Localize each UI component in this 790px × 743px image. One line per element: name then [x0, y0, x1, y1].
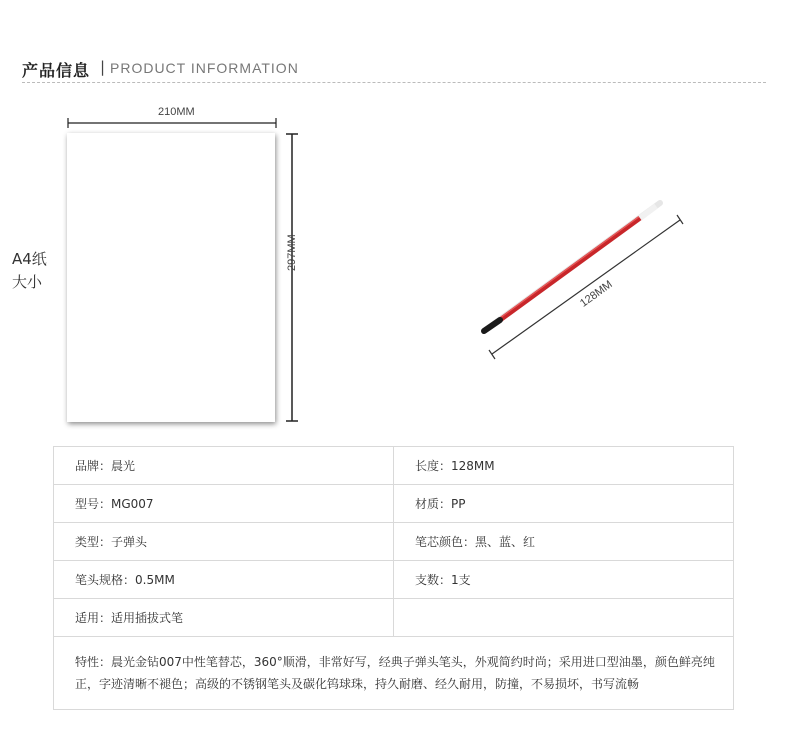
spec-brand: 品牌：晨光	[54, 447, 394, 485]
spec-table	[53, 446, 734, 710]
spec-count: 支数：1支	[393, 561, 733, 599]
a4-width-label: 210MM	[158, 106, 195, 118]
table-row	[54, 599, 734, 637]
table-row	[54, 485, 734, 523]
refill-length-label: 128MM	[578, 278, 615, 310]
table-row	[54, 523, 734, 561]
a4-width-dimension	[68, 118, 276, 128]
section-title-cn: 产品信息	[22, 61, 91, 80]
pen-refill-illustration	[484, 203, 660, 331]
a4-size-label: A4纸 大小	[12, 250, 47, 291]
spec-model: 型号：MG007	[54, 485, 394, 523]
table-row	[54, 561, 734, 599]
refill-length-dimension	[489, 215, 683, 359]
a4-height-label: 297MM	[286, 234, 298, 271]
a4-height-dimension	[286, 134, 298, 421]
title-separator: |	[100, 58, 106, 76]
spec-type: 类型：子弹头	[54, 523, 394, 561]
spec-features: 特性：晨光金钻007中性笔替芯，360°顺滑，非常好写，经典子弹头笔头，外观简约时尚；采用进口型油墨，颜色鲜亮纯正，字迹清晰不褪色；高级的不锈钢笔头及碳化钨球珠，持久耐磨、经久耐用，防撞，不易损坏，书写流畅	[54, 637, 734, 710]
section-title-en: PRODUCT INFORMATION	[110, 60, 299, 76]
spec-empty-cell	[393, 599, 733, 637]
spec-tip-size: 笔头规格：0.5MM	[54, 561, 394, 599]
spec-ink-colors: 笔芯颜色：黑、蓝、红	[393, 523, 733, 561]
spec-material: 材质：PP	[393, 485, 733, 523]
spec-compatibility: 适用：适用插拔式笔	[54, 599, 394, 637]
spec-length: 长度：128MM	[393, 447, 733, 485]
table-row	[54, 637, 734, 710]
table-row	[54, 447, 734, 485]
